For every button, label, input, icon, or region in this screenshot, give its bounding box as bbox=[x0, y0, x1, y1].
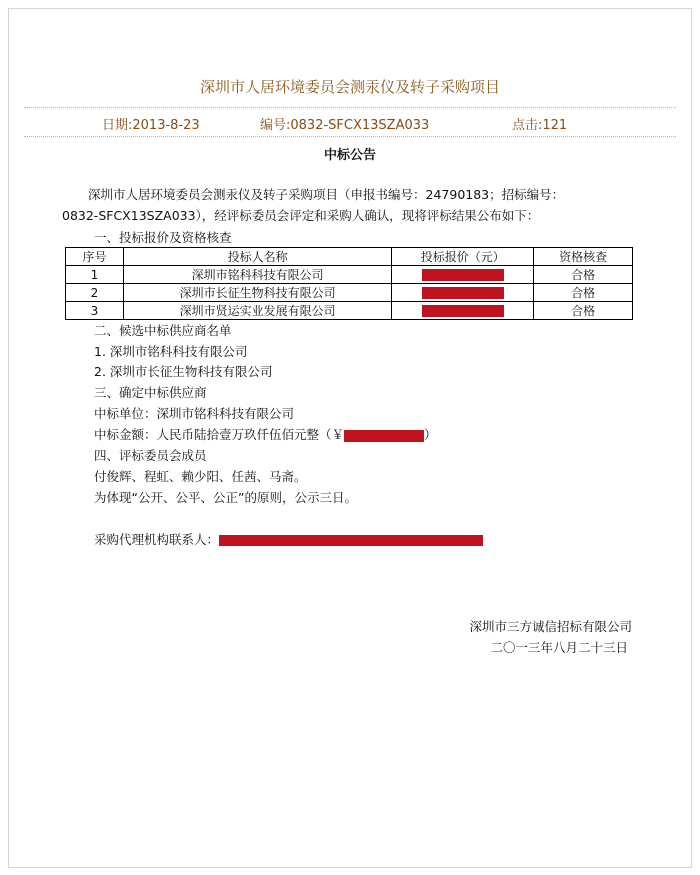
section-3-heading: 三、确定中标供应商 bbox=[94, 385, 207, 400]
section-4-heading: 四、评标委员会成员 bbox=[94, 448, 207, 463]
row-name: 深圳市铭科科技有限公司 bbox=[123, 266, 391, 284]
intro-line-1: 深圳市人居环境委员会测汞仪及转子采购项目（申报书编号：24790183；招标编号： bbox=[88, 187, 565, 202]
col-header-price: 投标报价（元） bbox=[392, 248, 534, 266]
meta-clicks: 点击:121 bbox=[512, 118, 568, 133]
section-1-heading: 一、投标报价及资格核查 bbox=[94, 230, 232, 245]
winner-amount-prefix: 中标金额：人民币陆拾壹万玖仟伍佰元整（￥ bbox=[94, 427, 345, 442]
amount-redaction bbox=[344, 430, 424, 442]
meta-bar bbox=[24, 107, 676, 137]
committee-members: 付俊辉、程虹、赖少阳、任茜、马斋。 bbox=[94, 469, 307, 484]
col-header-name: 投标人名称 bbox=[123, 248, 391, 266]
intro-paragraph bbox=[62, 184, 642, 226]
contact-label: 采购代理机构联系人： bbox=[94, 532, 220, 547]
row-result: 合格 bbox=[534, 302, 633, 320]
row-name: 深圳市长征生物科技有限公司 bbox=[123, 284, 391, 302]
meta-number: 编号:0832-SFCX13SZA033 bbox=[260, 118, 430, 133]
winner-unit: 中标单位：深圳市铭科科技有限公司 bbox=[94, 406, 295, 421]
row-price-redacted bbox=[392, 266, 534, 284]
table-header-row bbox=[66, 248, 633, 266]
sign-date: 二〇一三年八月二十三日 bbox=[490, 640, 628, 655]
table-row bbox=[66, 302, 633, 320]
row-price-redacted bbox=[392, 284, 534, 302]
winner-amount bbox=[94, 425, 437, 443]
intro-line-2: 0832-SFCX13SZA033），经评标委员会评定和采购人确认，现将评标结果公布如下： bbox=[62, 208, 540, 223]
candidate-item: 2. 深圳市长征生物科技有限公司 bbox=[94, 364, 273, 379]
document-title: 深圳市人居环境委员会测汞仪及转子采购项目 bbox=[199, 78, 500, 96]
publicity-principle: 为体现“公开、公平、公正”的原则，公示三日。 bbox=[94, 490, 357, 505]
table-row bbox=[66, 266, 633, 284]
bid-table bbox=[65, 247, 633, 320]
candidate-item: 1. 深圳市铭科科技有限公司 bbox=[94, 344, 248, 359]
signer-organization: 深圳市三方诚信招标有限公司 bbox=[469, 619, 632, 634]
row-price-redacted bbox=[392, 302, 534, 320]
row-no: 2 bbox=[66, 284, 124, 302]
col-header-check: 资格核查 bbox=[534, 248, 633, 266]
meta-date: 日期:2013-8-23 bbox=[102, 118, 200, 133]
row-result: 合格 bbox=[534, 284, 633, 302]
section-2-heading: 二、候选中标供应商名单 bbox=[94, 323, 232, 338]
row-no: 3 bbox=[66, 302, 124, 320]
row-no: 1 bbox=[66, 266, 124, 284]
notice-subtitle: 中标公告 bbox=[323, 148, 376, 163]
winner-amount-suffix: ） bbox=[424, 427, 437, 442]
contact-redaction bbox=[219, 535, 483, 546]
row-name: 深圳市贤运实业发展有限公司 bbox=[123, 302, 391, 320]
table-row bbox=[66, 284, 633, 302]
row-result: 合格 bbox=[534, 266, 633, 284]
contact-line bbox=[94, 530, 483, 548]
col-header-no: 序号 bbox=[66, 248, 124, 266]
